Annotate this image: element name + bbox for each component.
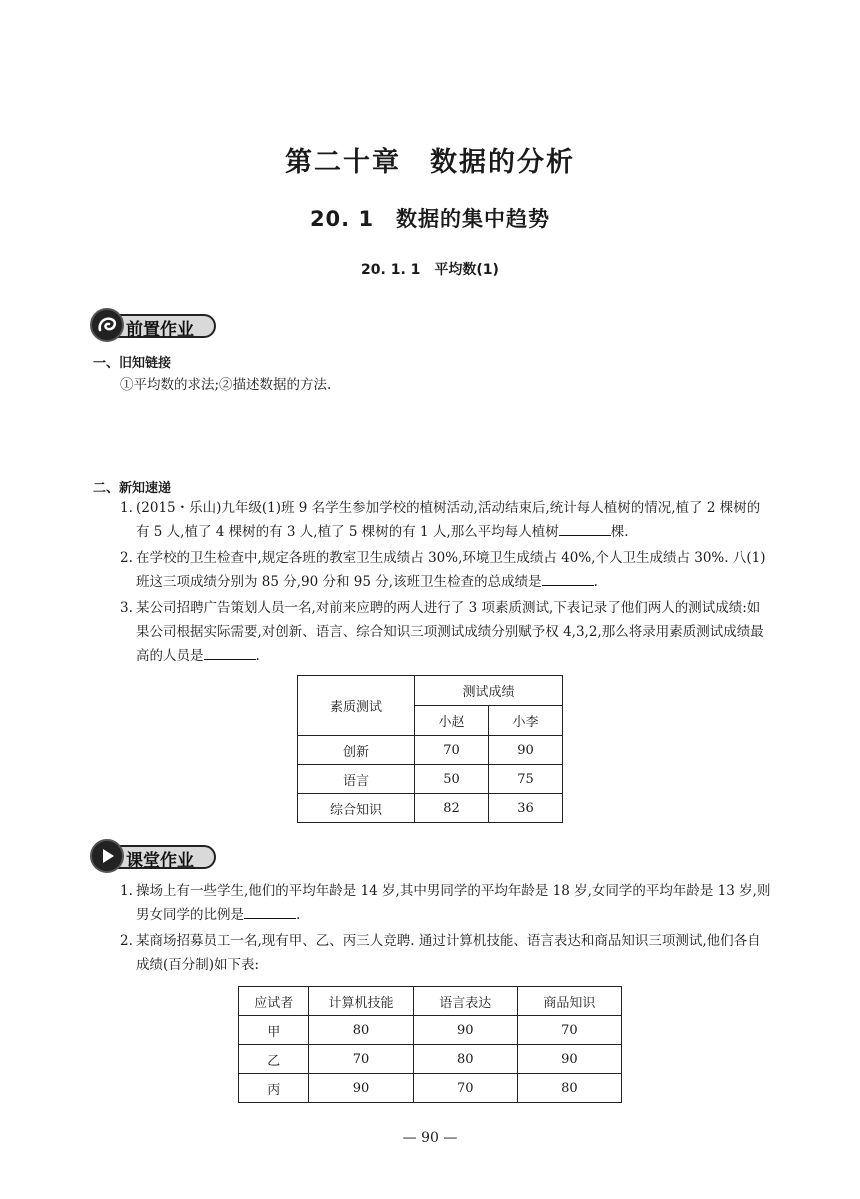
swirl-logo-icon [90,308,124,342]
table-column-header: 计算机技能 [309,987,413,1016]
answer-blank [542,571,594,586]
answer-blank [204,645,256,660]
class-question-1: 1. 操场上有一些学生,他们的平均年龄是 14 岁,其中男同学的平均年龄是 18 岁,女同学的平均年龄是 13 岁,则男女同学的比例是 . [120,883,771,923]
page-number: — 90 — [402,1130,458,1146]
table-row: 综合知识 82 36 [298,794,563,823]
table-row: 甲 80 90 70 [239,1016,622,1045]
table-column-header: 商品知识 [517,987,621,1016]
table-column-header: 语言表达 [413,987,517,1016]
class-question-2: 2. 某商场招募员工一名,现有甲、乙、丙三人竞聘. 通过计算机技能、语言表达和商品知识三项测试,他们各自成绩(百分制)如下表: [120,933,761,973]
table-row: 丙 90 70 80 [239,1074,622,1103]
table-row: 创新 70 90 [298,736,563,765]
new-knowledge-question-3: 3. 某公司招聘广告策划人员一名,对前来应聘的两人进行了 3 项素质测试,下表记录了他们两人的测试成绩:如果公司根据实际需要,对创新、语言、综合知识三项测试成绩分别赋予权 4,3,2,那么将录用素质测试成绩最高的人员是 . [120,600,764,664]
answer-blank [559,521,611,536]
old-knowledge-text: ①平均数的求法;②描述数据的方法. [120,377,332,393]
candidate-score-table [238,986,622,1103]
answer-blank [244,904,296,919]
quality-test-table [297,675,563,823]
pre-homework-banner [90,308,220,344]
class-homework-banner [90,839,220,875]
old-knowledge-heading: 一、旧知链接 [93,356,172,371]
new-knowledge-question-2: 2. 在学校的卫生检查中,规定各班的教室卫生成绩占 30%,环境卫生成绩占 40%,个人卫生成绩占 30%. 八(1)班这三项成绩分别为 85 分,90 分和 95 分,该班卫生检查的总成绩是 . [120,550,766,590]
table-column-header: 小赵 [415,706,489,736]
section-title: 20. 1 数据的集中趋势 [309,207,551,231]
table-corner-cell: 素质测试 [298,676,415,736]
table-row: 语言 50 75 [298,765,563,794]
class-homework-label: 课堂作业 [126,851,194,871]
table-row: 乙 70 80 90 [239,1045,622,1074]
play-icon [90,839,124,873]
chapter-title: 第二十章 数据的分析 [285,147,575,178]
subsection-title: 20. 1. 1 平均数(1) [361,262,499,278]
new-knowledge-question-1: 1. (2015・乐山)九年级(1)班 9 名学生参加学校的植树活动,活动结束后,统计每人植树的情况,植了 2 棵树的有 5 人,植了 4 棵树的有 3 人,植了 5 棵树的有 1 人,那么平均每人植树 棵. [120,500,761,540]
table-column-header: 小李 [489,706,563,736]
new-knowledge-heading: 二、新知速递 [93,481,172,496]
table-group-header: 测试成绩 [415,676,563,706]
pre-homework-label: 前置作业 [126,320,194,340]
table-column-header: 应试者 [239,987,309,1016]
